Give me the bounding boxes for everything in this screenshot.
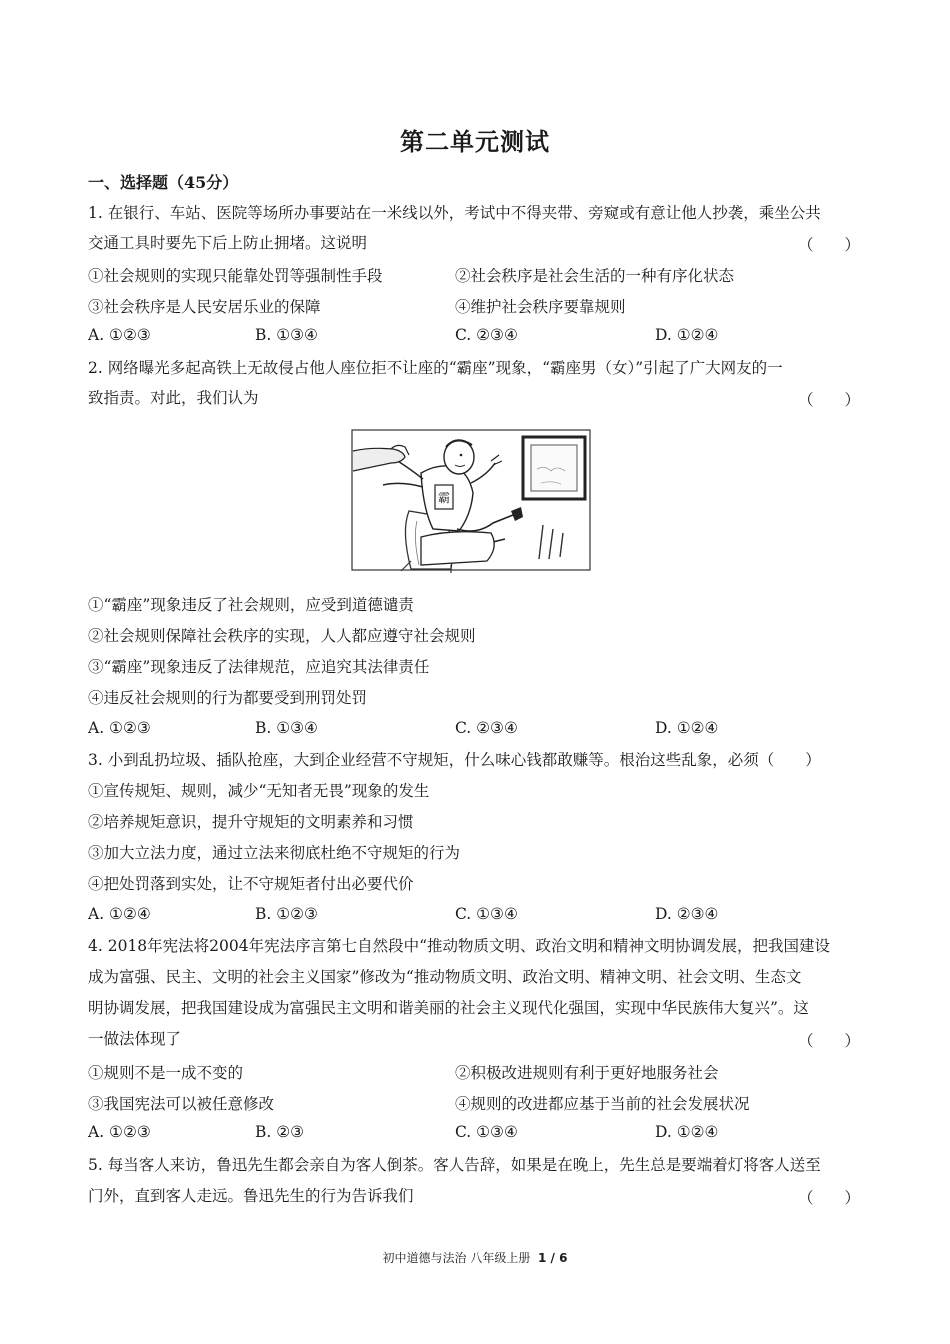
q2-statement-3: ③“霸座”现象违反了法律规范，应追究其法律责任	[88, 658, 430, 676]
q3-statement-3: ③加大立法力度，通过立法来彻底杜绝不守规矩的行为	[88, 844, 461, 862]
q3-statement-1: ①宣传规矩、规则，减少“无知者无畏”现象的发生	[88, 782, 430, 800]
page-footer	[0, 1249, 950, 1266]
q1-statement-1: ①社会规则的实现只能靠处罚等强制性手段	[88, 267, 383, 285]
seat-hogging-illustration	[351, 429, 591, 576]
q4-statement-3: ③我国宪法可以被任意修改	[88, 1095, 275, 1113]
q2-choice-d: D. ①②④	[655, 719, 719, 737]
q4-statement-1: ①规则不是一成不变的	[88, 1064, 244, 1082]
q1-choice-b: B. ①③④	[255, 326, 318, 344]
q2-statement-2: ②社会规则保障社会秩序的实现，人人都应遵守社会规则	[88, 627, 476, 645]
q1-choice-c: C. ②③④	[455, 326, 518, 344]
q4-stem-line2: 成为富强、民主、文明的社会主义国家”修改为“推动物质文明、政治文明、精神文明、社会文明、生态文	[88, 968, 802, 986]
q2-answer-blank: （ ）	[798, 391, 861, 409]
q5-stem-line1: 5. 每当客人来访，鲁迅先生都会亲自为客人倒茶。客人告辞，如果是在晚上，先生总是要端着灯将客人送至	[88, 1156, 821, 1174]
footer-text: 初中道德与法治 八年级上册	[382, 1251, 531, 1265]
q3-statement-4: ④把处罚落到实处，让不守规矩者付出必要代价	[88, 875, 414, 893]
q1-statement-4: ④维护社会秩序要靠规则	[455, 298, 626, 316]
q4-stem-line1: 4. 2018年宪法将2004年宪法序言第七自然段中“推动物质文明、政治文明和精神文明协调发展，把我国建设	[88, 937, 831, 955]
q4-choice-b: B. ②③	[255, 1123, 305, 1141]
q1-statement-2: ②社会秩序是社会生活的一种有序化状态	[455, 267, 735, 285]
q1-answer-blank: （ ）	[798, 236, 861, 254]
q2-stem-line1: 2. 网络曝光多起高铁上无故侵占他人座位拒不让座的“霸座”现象，“霸座男（女）”引起了广大网友的一	[88, 359, 783, 377]
q3-choice-c: C. ①③④	[455, 905, 518, 923]
q4-statement-2: ②积极改进规则有利于更好地服务社会	[455, 1064, 719, 1082]
q4-answer-blank: （ ）	[798, 1032, 861, 1050]
q4-choice-c: C. ①③④	[455, 1123, 518, 1141]
q2-statement-4: ④违反社会规则的行为都要受到刑罚处罚	[88, 689, 368, 707]
q3-choice-d: D. ②③④	[655, 905, 719, 923]
q2-choice-a: A. ①②③	[88, 719, 151, 737]
q3-choice-a: A. ①②④	[88, 905, 151, 923]
q2-choice-b: B. ①③④	[255, 719, 318, 737]
q3-statement-2: ②培养规矩意识，提升守规矩的文明素养和习惯	[88, 813, 414, 831]
section-heading: 一、选择题（45分）	[88, 173, 239, 192]
q4-stem-line3: 明协调发展，把我国建设成为富强民主文明和谐美丽的社会主义现代化强国，实现中华民族伟大复兴”。这	[88, 999, 809, 1017]
q4-choice-a: A. ①②③	[88, 1123, 151, 1141]
q4-stem-line4: 一做法体现了	[88, 1030, 182, 1048]
q2-choice-c: C. ②③④	[455, 719, 518, 737]
q1-stem-line1: 1. 在银行、车站、医院等场所办事要站在一米线以外，考试中不得夹带、旁窥或有意让他人抄袭，乘坐公共	[88, 204, 821, 222]
q1-choice-a: A. ①②③	[88, 326, 151, 344]
page-number: 1 / 6	[538, 1251, 568, 1265]
q4-statement-4: ④规则的改进都应基于当前的社会发展状况	[455, 1095, 750, 1113]
q5-stem-line2: 门外，直到客人走远。鲁迅先生的行为告诉我们	[88, 1187, 414, 1205]
q3-choice-b: B. ①②③	[255, 905, 318, 923]
q5-answer-blank: （ ）	[798, 1189, 861, 1207]
page-title: 第二单元测试	[400, 127, 550, 156]
q3-stem-line1: 3. 小到乱扔垃圾、插队抢座，大到企业经营不守规矩，什么味心钱都敢赚等。根治这些乱象，必须（ ）	[88, 751, 821, 769]
q1-statement-3: ③社会秩序是人民安居乐业的保障	[88, 298, 321, 316]
q4-choice-d: D. ①②④	[655, 1123, 719, 1141]
q1-choice-d: D. ①②④	[655, 326, 719, 344]
q2-stem-line2: 致指责。对此，我们认为	[88, 389, 259, 407]
illustration-badge: 霸	[437, 491, 451, 505]
q2-statement-1: ①“霸座”现象违反了社会规则，应受到道德谴责	[88, 596, 414, 614]
q1-stem-line2: 交通工具时要先下后上防止拥堵。这说明	[88, 234, 368, 252]
